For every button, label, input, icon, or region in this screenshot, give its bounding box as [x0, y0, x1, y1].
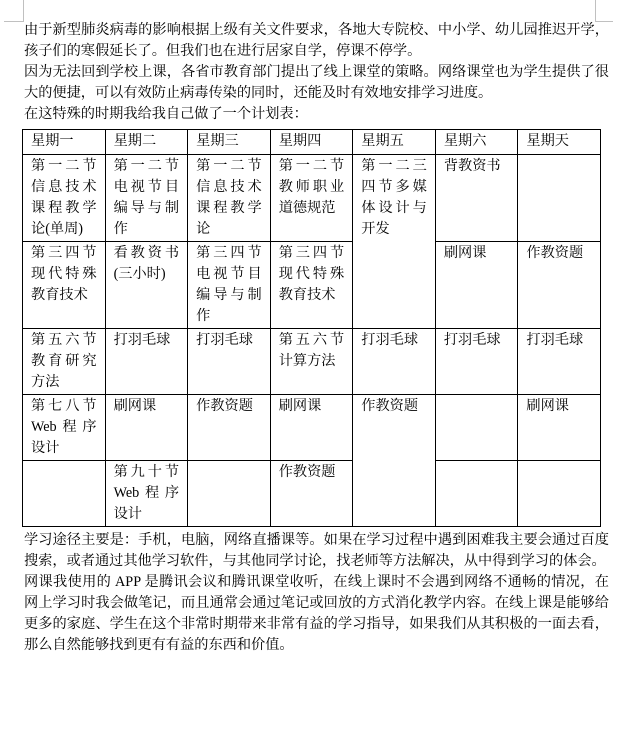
schedule-cell: 刷网课 [435, 242, 518, 329]
document-body [24, 20, 609, 656]
schedule-header-cell: 星期天 [518, 130, 601, 155]
paragraph-online-apps: 网课我使用的 APP 是腾讯会议和腾讯课堂收听，在线上课时不会遇到网络不通畅的情况，在网上学习时我会做笔记，而且通常会通过笔记或回放的方式消化教学内容。在线上课是能够给更多的家庭、学生在这个非常时期带来非常有益的学习指导，如果我们从其积极的一面去看，那么自然能够找到更有有益的东西和价值。 [24, 574, 609, 653]
schedule-row [23, 395, 601, 461]
schedule-header-cell: 星期三 [188, 130, 271, 155]
schedule-row [23, 242, 601, 329]
schedule-cell: 第一二三四节多媒体设计与开发 [353, 155, 436, 329]
schedule-cell: 第五六节计算方法 [270, 329, 353, 395]
schedule-cell: 第一二节信息技术课程教学论(单周) [23, 155, 106, 242]
schedule-cell: 打羽毛球 [105, 329, 188, 395]
schedule-cell: 看教资书(三小时) [105, 242, 188, 329]
schedule-row [23, 155, 601, 242]
page-margin-mark-top-right-vertical [595, 0, 596, 22]
schedule-cell: 背教资书 [435, 155, 518, 242]
schedule-cell: 作教资题 [353, 395, 436, 527]
page-margin-mark-top-left-vertical [23, 0, 24, 22]
paragraph-intro-covid: 由于新型肺炎病毒的影响根据上级有关文件要求，各地大专院校、中小学、幼儿园推迟开学，孩子们的寒假延长了。但我们也在进行居家自学，停课不停学。 [24, 22, 609, 59]
schedule-cell: 作教资题 [270, 461, 353, 527]
schedule-cell: 打羽毛球 [353, 329, 436, 395]
schedule-cell [435, 461, 518, 527]
schedule-header-cell: 星期四 [270, 130, 353, 155]
paragraph-learning-methods: 学习途径主要是：手机，电脑，网络直播课等。如果在学习过程中遇到困难我主要会通过百度搜索，或者通过其他学习软件，与其他同学讨论，找老师等方法解决，从中得到学习的体会。 [24, 532, 609, 569]
schedule-cell: 第五六节教育研究方法 [23, 329, 106, 395]
schedule-cell [188, 461, 271, 527]
schedule-header-cell: 星期六 [435, 130, 518, 155]
schedule-header-cell: 星期五 [353, 130, 436, 155]
schedule-cell: 刷网课 [518, 395, 601, 461]
schedule-header-cell: 星期一 [23, 130, 106, 155]
schedule-cell: 打羽毛球 [435, 329, 518, 395]
paragraph-plan-lead-in: 在这特殊的时期我给我自己做了一个计划表： [24, 106, 308, 122]
schedule-cell: 第一二节信息技术课程教学论 [188, 155, 271, 242]
schedule-table [22, 129, 601, 527]
schedule-cell: 打羽毛球 [188, 329, 271, 395]
schedule-cell: 第三四节现代特殊教育技术 [23, 242, 106, 329]
schedule-cell: 第三四节现代特殊教育技术 [270, 242, 353, 329]
schedule-cell: 第一二节电视节目编导与制作 [105, 155, 188, 242]
schedule-cell: 刷网课 [105, 395, 188, 461]
schedule-cell [518, 461, 601, 527]
schedule-cell: 第七八节Web程序设计 [23, 395, 106, 461]
schedule-cell: 作教资题 [188, 395, 271, 461]
schedule-cell: 第一二节教师职业道德规范 [270, 155, 353, 242]
paragraph-online-class: 因为无法回到学校上课，各省市教育部门提出了线上课堂的策略。网络课堂也为学生提供了很大的便捷，可以有效防止病毒传染的同时，还能及时有效地安排学习进度。 [24, 64, 609, 101]
schedule-cell: 第三四节电视节目编导与制作 [188, 242, 271, 329]
schedule-cell [518, 155, 601, 242]
schedule-row [23, 461, 601, 527]
schedule-cell: 打羽毛球 [518, 329, 601, 395]
schedule-header-cell: 星期二 [105, 130, 188, 155]
schedule-cell [23, 461, 106, 527]
schedule-cell [435, 395, 518, 461]
schedule-cell: 刷网课 [270, 395, 353, 461]
page-margin-mark-top-left-horizontal [4, 21, 23, 22]
schedule-header-row [23, 130, 601, 155]
schedule-row [23, 329, 601, 395]
schedule-table-body [23, 155, 601, 527]
schedule-cell: 作教资题 [518, 242, 601, 329]
schedule-cell: 第九十节Web程序设计 [105, 461, 188, 527]
